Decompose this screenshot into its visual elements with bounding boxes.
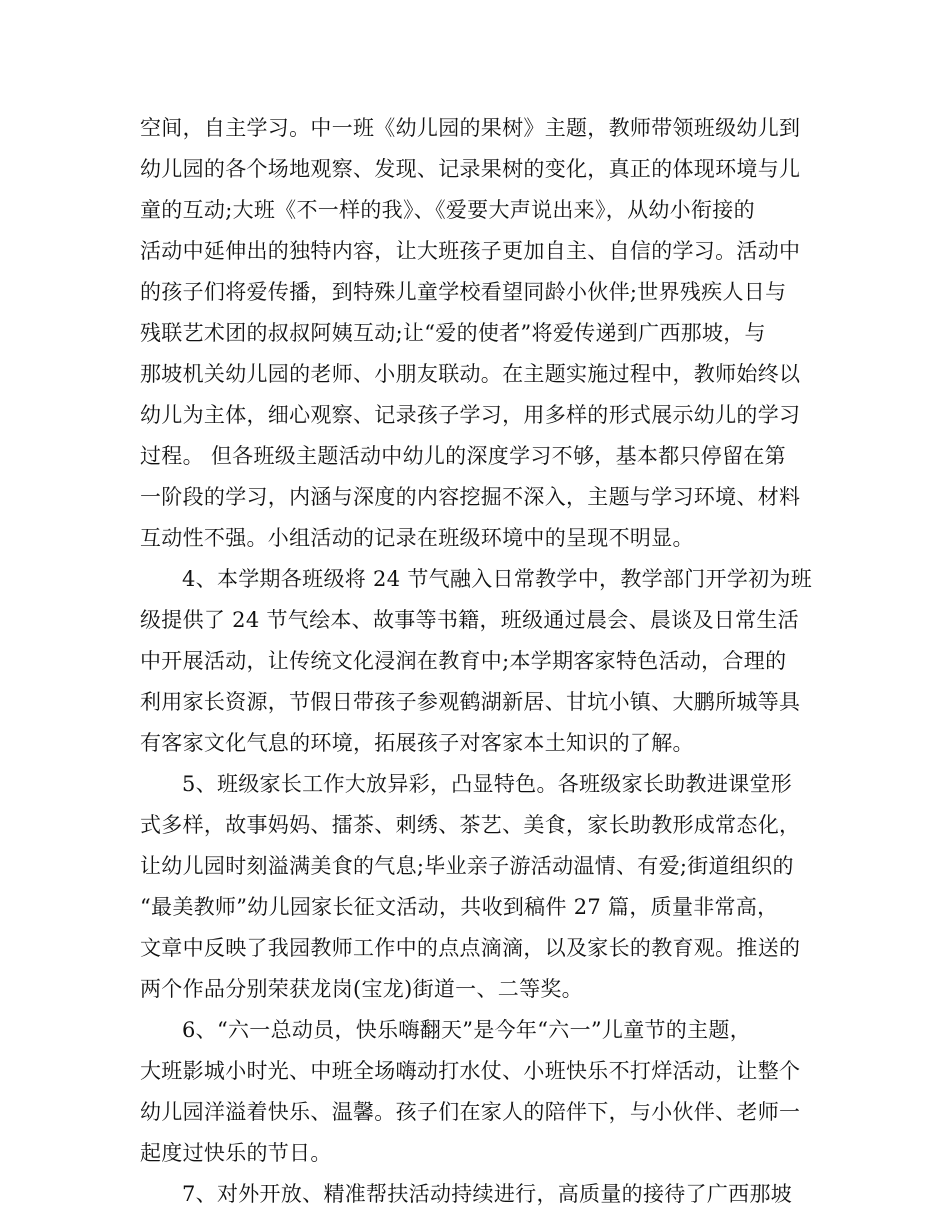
text-line: 让幼儿园时刻溢满美食的气息;毕业亲子游活动温情、有爱;街道组织的	[140, 854, 794, 878]
text-line: 文章中反映了我园教师工作中的点点滴滴，以及家长的教育观。推送的	[140, 936, 801, 960]
text-line: 幼儿园的各个场地观察、发现、记录果树的变化，真正的体现环境与儿	[140, 157, 801, 181]
text-line: 式多样，故事妈妈、擂茶、刺绣、茶艺、美食，家长助教形成常态化，	[140, 813, 801, 837]
text-line: 两个作品分别荣获龙岗(宝龙)街道一、二等奖。	[140, 977, 583, 1001]
text-line: 利用家长资源，节假日带孩子参观鹤湖新居、甘坑小镇、大鹏所城等具	[140, 690, 801, 714]
paragraph-start-line: 5、班级家长工作大放异彩，凸显特色。各班级家长助教进课堂形	[182, 772, 793, 796]
text-line: 那坡机关幼儿园的老师、小朋友联动。在主题实施过程中，教师始终以	[140, 362, 801, 386]
text-line: 幼儿为主体，细心观察、记录孩子学习，用多样的形式展示幼儿的学习	[140, 403, 801, 427]
paragraph-start-line: 6、“六一总动员，快乐嗨翻天”是今年“六一”儿童节的主题，	[182, 1018, 752, 1042]
text-line: 大班影城小时光、中班全场嗨动打水仗、小班快乐不打烊活动，让整个	[140, 1059, 801, 1083]
text-line: “最美教师”幼儿园家长征文活动，共收到稿件 27 篇，质量非常高，	[140, 895, 779, 919]
text-line: 童的互动;大班《不一样的我》、《爱要大声说出来》，从幼小衔接的	[140, 198, 755, 222]
paragraph-start-line: 7、对外开放、精准帮扶活动持续进行，高质量的接待了广西那坡	[182, 1182, 793, 1206]
text-line: 过程。 但各班级主题活动中幼儿的深度学习不够，基本都只停留在第	[140, 444, 786, 468]
text-line: 中开展活动，让传统文化浸润在教育中;本学期客家特色活动，合理的	[140, 649, 787, 673]
text-line: 级提供了 24 节气绘本、故事等书籍，班级通过晨会、晨谈及日常生活	[140, 608, 799, 632]
text-line: 互动性不强。小组活动的记录在班级环境中的呈现不明显。	[140, 526, 694, 550]
text-line: 一阶段的学习，内涵与深度的内容挖掘不深入，主题与学习环境、材料	[140, 485, 801, 509]
text-line: 活动中延伸出的独特内容，让大班孩子更加自主、自信的学习。活动中	[140, 239, 801, 263]
paragraph-start-line: 4、本学期各班级将 24 节气融入日常教学中，教学部门开学初为班	[182, 567, 813, 591]
text-line: 残联艺术团的叔叔阿姨互动;让“爱的使者”将爱传递到广西那坡，与	[140, 321, 766, 345]
text-line: 空间，自主学习。中一班《幼儿园的果树》主题，教师带领班级幼儿到	[140, 116, 801, 140]
text-line: 有客家文化气息的环境，拓展孩子对客家本土知识的了解。	[140, 731, 694, 755]
text-line: 的孩子们将爱传播，到特殊儿童学校看望同龄小伙伴;世界残疾人日与	[140, 280, 787, 304]
document-body	[140, 108, 812, 1215]
text-line: 幼儿园洋溢着快乐、温馨。孩子们在家人的陪伴下，与小伙伴、老师一	[140, 1100, 801, 1124]
text-line: 起度过快乐的节日。	[140, 1141, 332, 1165]
